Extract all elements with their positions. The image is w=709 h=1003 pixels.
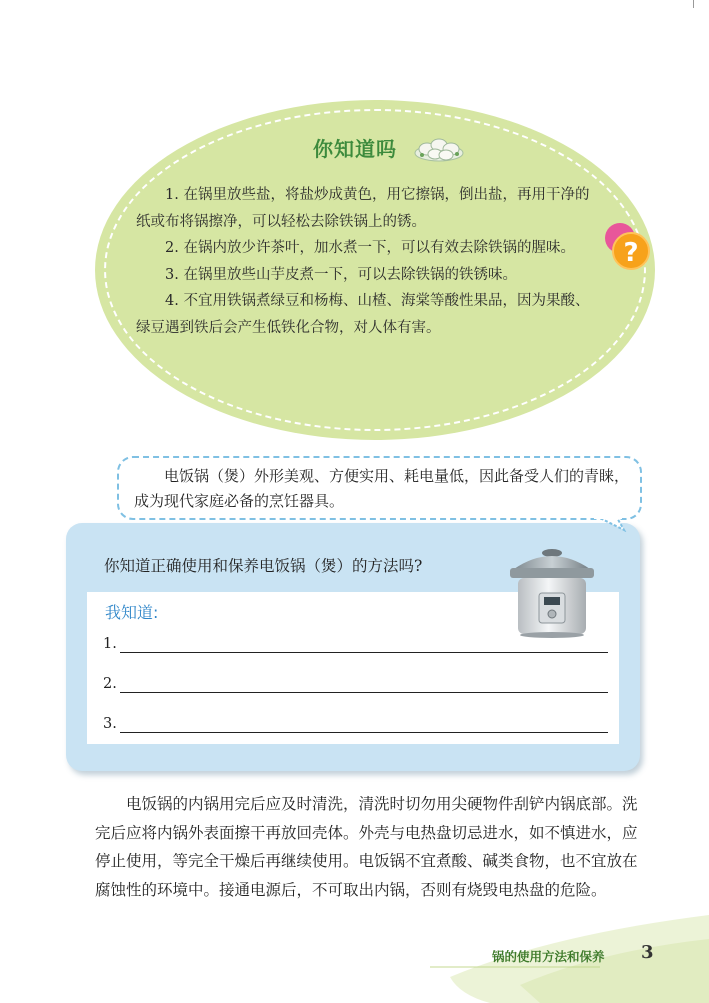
answer-number-3: 3.: [103, 716, 117, 732]
svg-text:?: ?: [623, 238, 639, 268]
did-you-know-list: [136, 182, 596, 341]
tip-item-3: 3. 在锅里放些山芋皮煮一下，可以去除铁锅的铁锈味。: [165, 266, 517, 283]
footer-chapter-title: 锅的使用方法和保养: [492, 949, 605, 964]
tip-item-1: 1. 在锅里放些盐，将盐炒成黄色，用它擦锅，倒出盐，再用干净的纸或布将锅擦净，可以轻松去除铁锅上的锈。: [136, 187, 590, 230]
bubble-text: 电饭锅（煲）外形美观、方便实用、耗电量低，因此备受人们的青睐，成为现代家庭必备的烹饪器具。: [134, 467, 630, 510]
speech-bubble-tail: [594, 516, 634, 532]
did-you-know-title: 你知道吗: [313, 137, 397, 161]
rice-cooker-icon: [506, 541, 598, 641]
answer-number-1: 1.: [103, 636, 117, 652]
tip-item-4: 4. 不宜用铁锅煮绿豆和杨梅、山楂、海棠等酸性果品，因为果酸、绿豆遇到铁后会产生低铁化合物，对人体有害。: [136, 293, 590, 336]
panel-question: 你知道正确使用和保养电饭锅（煲）的方法吗?: [104, 557, 423, 575]
answer-line-2[interactable]: [120, 692, 608, 693]
crop-mark: [693, 0, 702, 8]
answer-label: 我知道:: [105, 603, 159, 622]
tip-item-2: 2. 在锅内放少许茶叶，加水煮一下，可以有效去除铁锅的腥味。: [165, 240, 575, 256]
question-mark-icon: [600, 220, 658, 278]
page-number: 3: [641, 942, 654, 963]
body-paragraph: 电饭锅的内锅用完后应及时清洗，清洗时切勿用尖硬物件刮铲内锅底部。洗完后应将内锅外表面擦干再放回壳体。外壳与电热盘切忌进水，如不慎进水，应停止使用，等完全干燥后再继续使用。电饭锅不宜煮酸、碱类食物，也不宜放在腐蚀性的环境中。接通电源后，不可取出内锅，否则有烧毁电热盘的危险。: [95, 795, 638, 899]
answer-number-2: 2.: [103, 676, 117, 692]
answer-line-1[interactable]: [120, 652, 608, 653]
dumplings-icon: [413, 133, 465, 163]
answer-line-3[interactable]: [120, 732, 608, 733]
